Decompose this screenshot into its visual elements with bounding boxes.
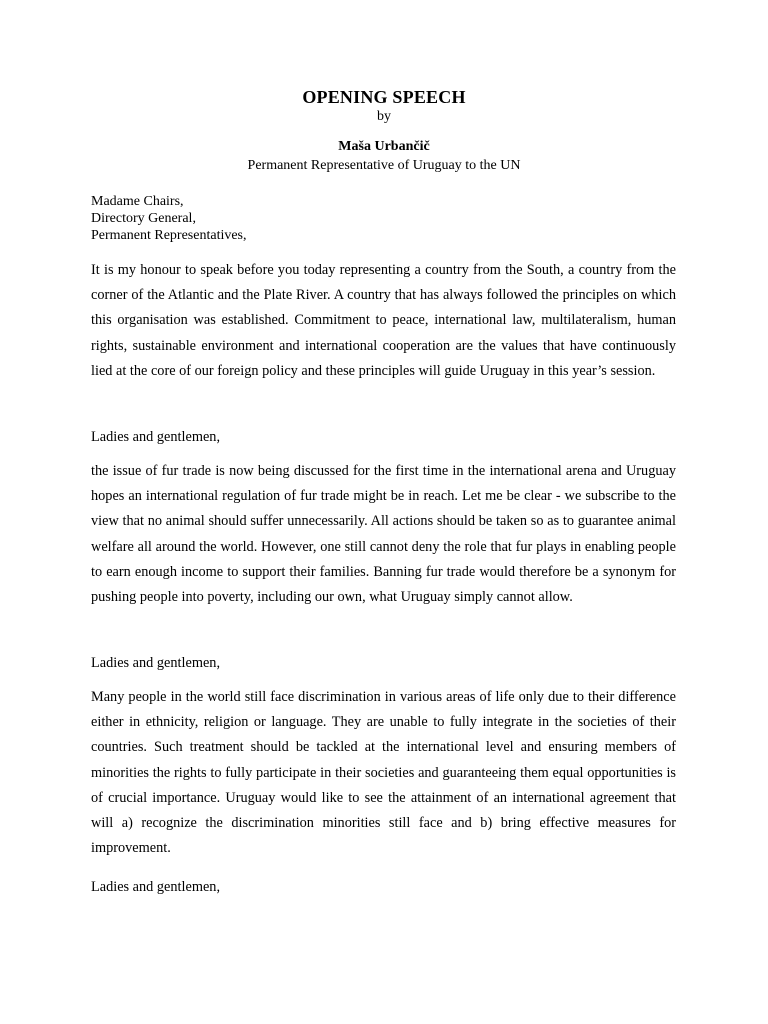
by-line: by <box>377 109 391 124</box>
body-paragraph-1: It is my honour to speak before you today representing a country from the South, a country from the corner of the Atlantic and the Plate River. A country that has always followed the principles on which this organisation was established. Commitment to peace, international law, multilateralism, human rights, sustainable environment and international cooperation are the values that have continuously lied at the core of our foreign policy and these principles will guide Uruguay in this year’s session. <box>91 262 676 379</box>
salutation-line: Directory General, <box>91 211 196 226</box>
body-paragraph-2: the issue of fur trade is now being discussed for the first time in the international arena and Uruguay hopes an international regulation of fur trade might be in reach. Let me be clear - we subscribe to the view that no animal should suffer unnecessarily. All actions should be taken so as to guarantee animal welfare all around the world. However, one still cannot deny the role that fur plays in enabling people to earn enough income to support their families. Banning fur trade would therefore be a synonym for pushing people into poverty, including our own, what Uruguay simply cannot allow. <box>91 463 676 606</box>
ladies-gentlemen-2: Ladies and gentlemen, <box>91 655 221 671</box>
salutation-line: Madame Chairs, <box>91 194 184 209</box>
body-paragraph-3: Many people in the world still face discrimination in various areas of life only due to their difference either in ethnicity, religion or language. They are unable to fully integrate in the societies of their countries. Such treatment should be tackled at the international level and ensuring members of minorities the rights to fully participate in their societies and guaranteeing them equal opportunities is of crucial importance. Uruguay would like to see the attainment of an international agreement that will a) recognize the discrimination minorities still face and b) bring effective measures for improvement. <box>91 689 676 857</box>
author-name: Maša Urbančič <box>338 139 430 154</box>
speech-title: OPENING SPEECH <box>302 87 466 107</box>
salutation-line: Permanent Representatives, <box>91 228 247 243</box>
ladies-gentlemen-3: Ladies and gentlemen, <box>91 879 221 895</box>
ladies-gentlemen-1: Ladies and gentlemen, <box>91 429 221 445</box>
author-role: Permanent Representative of Uruguay to the UN <box>247 158 521 173</box>
salutation-block <box>91 193 247 244</box>
